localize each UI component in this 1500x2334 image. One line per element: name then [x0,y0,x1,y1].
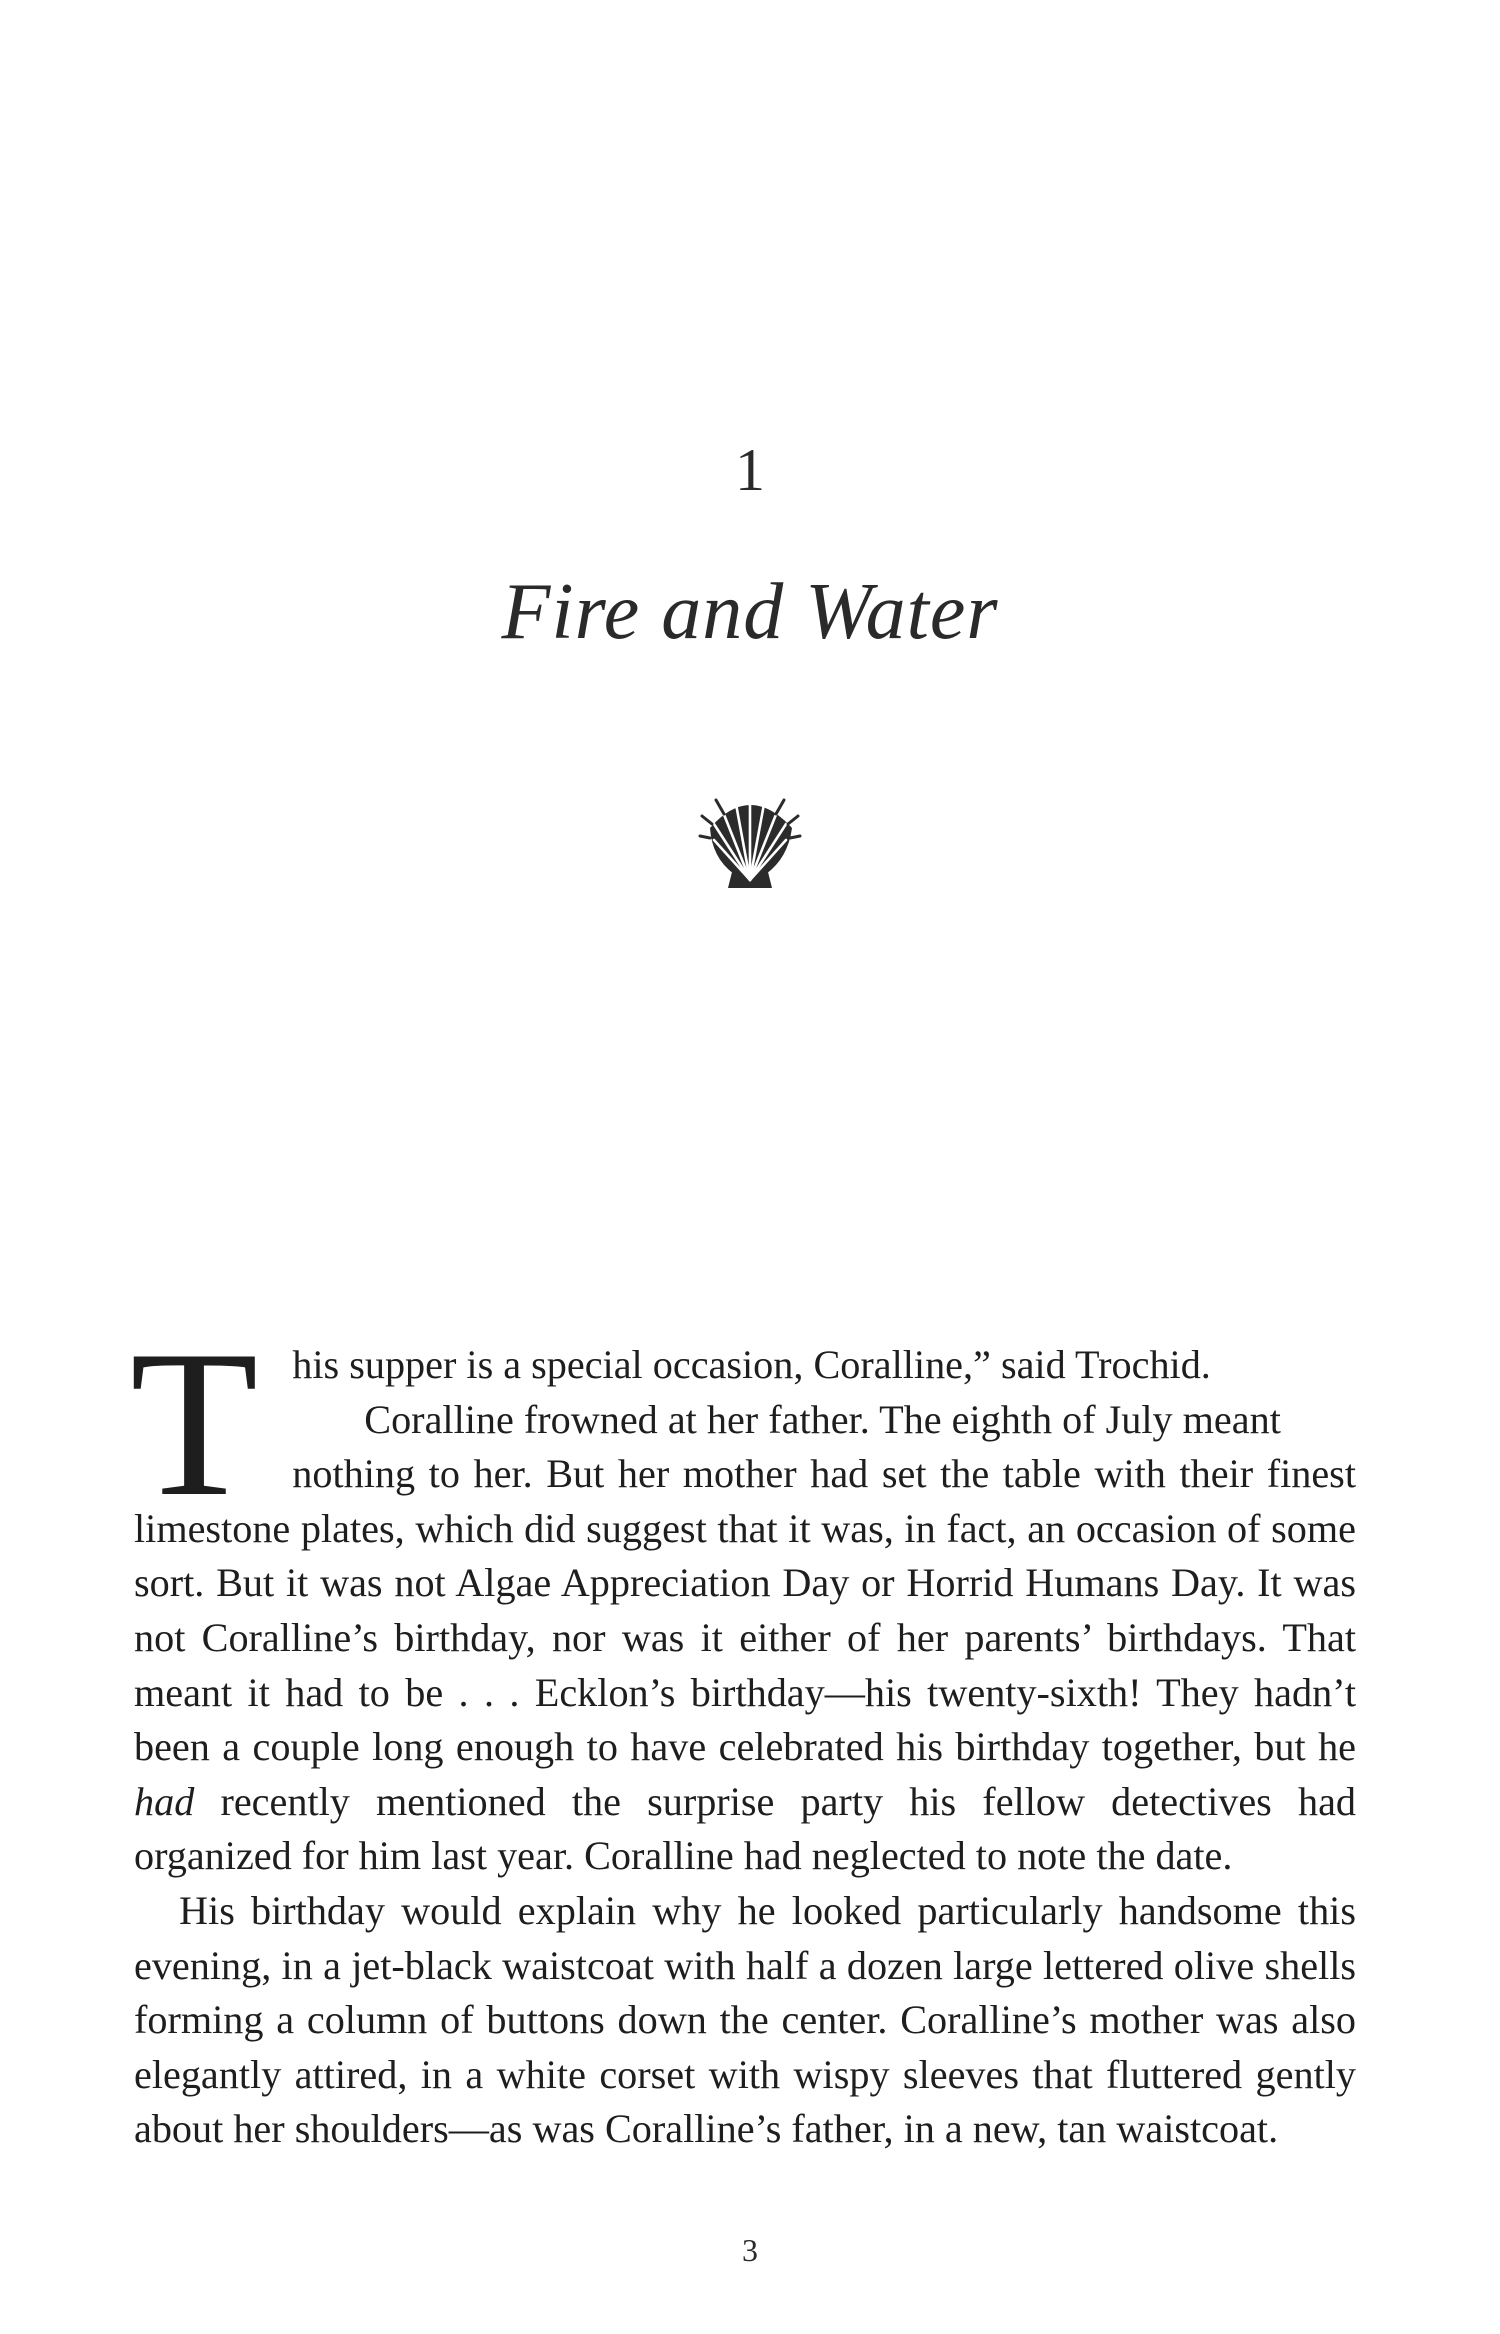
paragraph-1-text-b: recently mentioned the surprise party his fellow detectives had organized for him last year. Coralline had neglected to note the date. [134,1778,1357,1879]
drop-cap: T [130,1308,259,1540]
paragraph-1-text-a: nothing to her. But her mother had set the table with their finest limestone plates, which did suggest that it was, in fact, an occasion of some sort. But it was not Algae Appreciation Day or Horrid Humans Day. It was not Coralline’s birthday, nor was it either of her parents’ birthdays. That meant it had to be . . . Ecklon’s birthday—his twenty-sixth! They hadn’t been a couple long enough to have celebrated his birthday together, but he [134,1451,1356,1770]
chapter-number: 1 [735,437,765,503]
chapter-body [130,1308,1357,2157]
page-number: 3 [742,2232,758,2268]
paragraph-1-line-2: Coralline frowned at her father. The eighth of July meant [364,1396,1281,1442]
paragraph-2: His birthday would explain why he looked particularly handsome this evening, in a jet-black waistcoat with half a dozen large lettered olive shells forming a column of buttons down the center. Coralline’s mother was also elegantly attired, in a white corset with wispy sleeves that fluttered gently about her shoulders—as was Coralline’s father, in a new, tan waistcoat. [134,1887,1356,2152]
paragraph-1-line-1: his supper is a special occasion, Coralline,” said Trochid. [292,1342,1211,1387]
scallop-shell-icon [696,788,804,898]
chapter-title: Fire and Water [501,568,999,656]
paragraph-1 [130,1308,1357,1884]
emphasis-had: had [134,1778,195,1824]
